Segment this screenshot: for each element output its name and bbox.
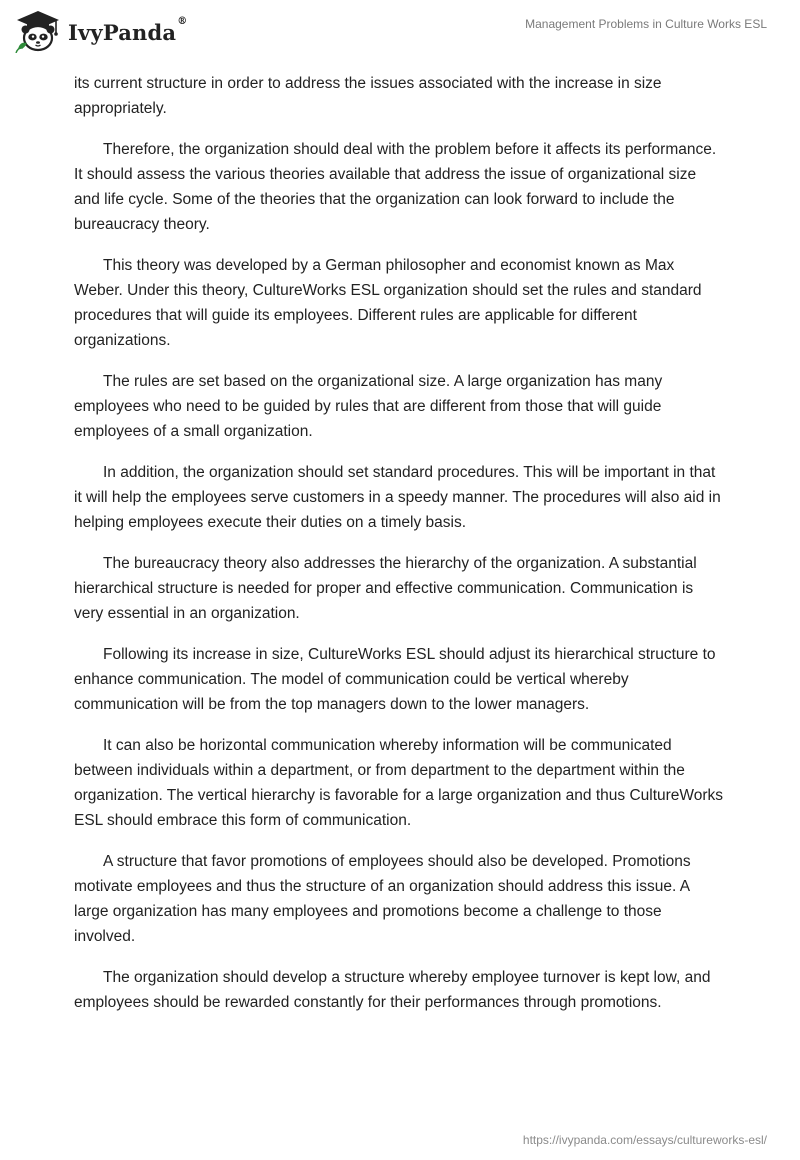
logo-text: IvyPanda bbox=[68, 19, 177, 45]
paragraph: its current structure in order to address the issues associated with the increase in size appropriately. bbox=[74, 75, 662, 117]
paragraph: The bureaucracy theory also addresses the hierarchy of the organization. A substantial hierarchical structure is needed for proper and effective communication. Communication is very essential in an organization. bbox=[74, 555, 697, 622]
registered-mark: ® bbox=[177, 15, 188, 27]
document-title: Management Problems in Culture Works ESL bbox=[525, 17, 767, 31]
paragraph: A structure that favor promotions of employees should also be developed. Promotions motivate employees and thus the structure of an organization should address this issue. A large organization has many employees and promotions become a challenge to those involved. bbox=[74, 853, 691, 945]
page-header bbox=[0, 0, 800, 62]
paragraph: It can also be horizontal communication whereby information will be communicated between individuals within a department, or from department to the department within the organization. The vertical hierarchy is favorable for a large organization and thus CultureWorks ESL should embrace this form of communication. bbox=[74, 737, 724, 829]
paragraph: This theory was developed by a German philosopher and economist known as Max Weber. Under this theory, CultureWorks ESL organization should set the rules and standard procedures that will guide its employees. Different rules are applicable for different organizations. bbox=[74, 257, 702, 349]
paragraph: The organization should develop a structure whereby employee turnover is kept low, and employees should be rewarded constantly for their performances through promotions. bbox=[74, 969, 711, 1011]
paragraph: In addition, the organization should set standard procedures. This will be important in that it will help the employees serve customers in a speedy manner. The procedures will also aid in helping employees execute their duties on a timely basis. bbox=[74, 464, 721, 531]
logo-wordmark bbox=[68, 15, 188, 45]
panda-graduate-icon bbox=[14, 9, 62, 53]
ivypanda-logo[interactable] bbox=[14, 8, 187, 54]
source-url[interactable]: https://ivypanda.com/essays/cultureworks-esl/ bbox=[522, 1133, 767, 1147]
paragraph: Following its increase in size, CultureWorks ESL should adjust its hierarchical structure to enhance communication. The model of communication could be vertical whereby communication will be from the top managers down to the lower managers. bbox=[74, 646, 716, 713]
paragraph: Therefore, the organization should deal with the problem before it affects its performance. It should assess the various theories available that address the issue of organizational size and life cycle. Some of the theories that the organization can look forward to include the bureaucracy theory. bbox=[74, 141, 717, 233]
essay-body bbox=[74, 71, 726, 1031]
paragraph: The rules are set based on the organizational size. A large organization has many employees who need to be guided by rules that are different from those that will guide employees of a small organization. bbox=[74, 373, 663, 440]
